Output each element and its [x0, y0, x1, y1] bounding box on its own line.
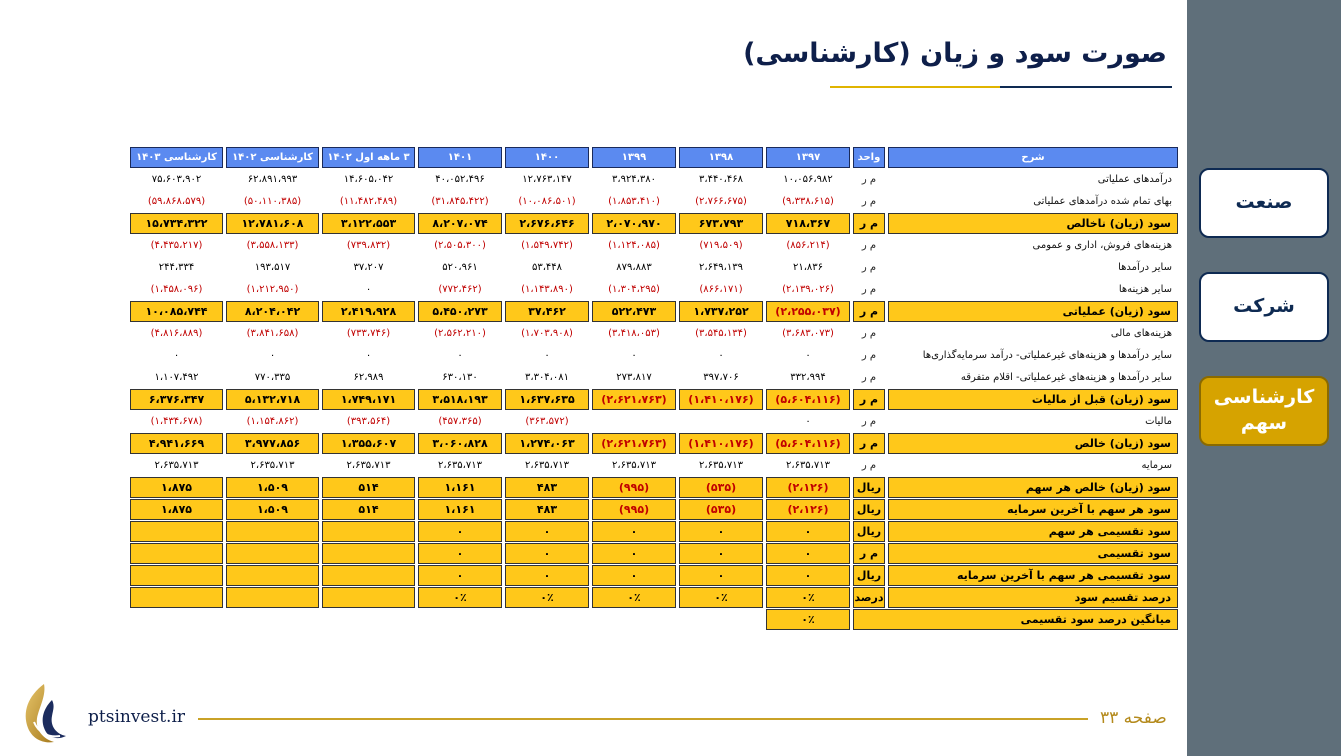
table-cell: (۲،۵۶۲،۲۱۰)	[434, 328, 486, 339]
title-underline-accent	[830, 86, 1000, 88]
table-cell: ۶۲،۹۸۹	[353, 372, 384, 383]
table-cell: ۳،۵۱۸،۱۹۳	[418, 389, 502, 410]
table-cell: (۲،۱۳۹،۰۲۶)	[782, 284, 834, 295]
table-cell: (۷۳۳،۷۴۶)	[346, 328, 391, 339]
table-cell: ۲،۶۳۵،۷۱۳	[437, 460, 483, 471]
table-cell: ۰	[505, 565, 589, 586]
table-cell: ۱۵،۷۳۴،۳۲۲	[130, 213, 223, 234]
empty-cell	[226, 609, 319, 630]
table-cell: ۰	[679, 543, 763, 564]
table-cell: ۲،۶۷۶،۶۴۶	[505, 213, 589, 234]
table-cell: (۱،۵۴۹،۷۴۲)	[521, 240, 573, 251]
page-number: صفحه ۳۳	[1100, 708, 1167, 728]
table-row	[130, 345, 1178, 366]
empty-cell	[322, 609, 415, 630]
table-cell: (۲،۱۲۶)	[766, 499, 850, 520]
row-description: سایر درآمدها و هزینه‌های غیرعملیاتی- اقلام متفرقه	[960, 372, 1172, 383]
table-cell: (۵۰،۱۱۰،۳۸۵)	[243, 196, 302, 207]
table-cell: ۱،۵۰۹	[226, 477, 319, 498]
table-cell: ۱۰،۰۵۶،۹۸۲	[783, 174, 833, 185]
table-cell: ۲،۶۳۵،۷۱۳	[346, 460, 391, 471]
table-cell: ۱،۳۵۵،۶۰۷	[322, 433, 415, 454]
table-cell: ۰٪	[679, 587, 763, 608]
empty-cell	[505, 609, 589, 630]
row-unit: ریال	[853, 477, 885, 498]
table-cell: ۰	[679, 565, 763, 586]
table-cell: ۴۰،۰۵۲،۴۹۶	[435, 174, 485, 185]
table-row	[130, 191, 1178, 212]
table-cell: (۹۹۵)	[592, 477, 676, 498]
table-cell: (۹،۳۳۸،۶۱۵)	[782, 196, 834, 207]
table-cell: ۲،۶۳۵،۷۱۳	[785, 460, 831, 471]
table-cell: (۳۱،۸۴۵،۴۲۲)	[431, 196, 489, 207]
table-cell: (۲،۱۲۶)	[766, 477, 850, 498]
table-row	[130, 543, 1178, 564]
row-unit: ریال	[853, 565, 885, 586]
table-cell: (۳۹۳،۵۶۴)	[346, 416, 391, 427]
table-cell: (۱،۳۰۴،۲۹۵)	[608, 284, 660, 295]
table-row	[130, 565, 1178, 586]
sidebar-item-industry[interactable]: صنعت	[1199, 168, 1329, 238]
table-cell: (۳،۶۸۳،۰۷۳)	[782, 328, 834, 339]
table-cell: ۰	[631, 350, 637, 361]
table-cell: ۱،۱۶۱	[418, 477, 502, 498]
row-description: سود هر سهم با آخرین سرمایه	[888, 499, 1178, 520]
sidebar-item-company[interactable]: شرکت	[1199, 272, 1329, 342]
table-cell: (۳،۵۵۸،۱۳۳)	[246, 240, 299, 251]
row-unit: ریال	[853, 499, 885, 520]
table-cell: (۴،۸۱۶،۸۸۹)	[150, 328, 203, 339]
table-cell: ۰	[269, 350, 276, 361]
header-forecast-1403: کارشناسی ۱۴۰۳	[130, 147, 223, 168]
table-cell: ۰٪	[766, 609, 850, 630]
table-cell: (۲،۲۵۵،۰۳۷)	[766, 301, 850, 322]
table-cell	[226, 565, 319, 586]
table-row	[130, 499, 1178, 520]
table-cell: (۱،۱۴۳،۸۹۰)	[521, 284, 573, 295]
table-cell: ۰	[766, 521, 850, 542]
table-cell: ۱،۱۶۱	[418, 499, 502, 520]
table-cell: ۸،۲۰۷،۰۷۴	[418, 213, 502, 234]
row-unit: درصد	[853, 587, 885, 608]
row-unit: م ر	[853, 543, 885, 564]
table-cell: ۰	[592, 565, 676, 586]
table-cell: (۱،۱۲۴،۰۸۵)	[608, 240, 660, 251]
row-description: سود (زیان) ناخالص	[888, 213, 1178, 234]
table-cell: ۰	[805, 350, 811, 361]
row-unit: م ر	[853, 389, 885, 410]
table-cell: ۱،۷۴۹،۱۷۱	[322, 389, 415, 410]
table-cell: ۰	[592, 521, 676, 542]
table-cell: (۹۹۵)	[592, 499, 676, 520]
table-cell: ۳۷،۴۶۲	[505, 301, 589, 322]
table-cell: (۵۳۵)	[679, 477, 763, 498]
table-cell: (۱،۲۱۲،۹۵۰)	[246, 284, 299, 295]
table-cell: ۷۵،۶۰۳،۹۰۲	[151, 174, 202, 185]
table-cell: ۱،۱۰۷،۴۹۲	[154, 372, 199, 383]
table-cell: ۰	[805, 416, 811, 427]
table-cell: ۱۹۳،۵۱۷	[254, 262, 291, 273]
table-cell: (۱،۱۵۴،۸۶۲)	[246, 416, 299, 427]
table-cell: ۲،۶۳۵،۷۱۳	[698, 460, 744, 471]
row-description: سود (زیان) خالص	[888, 433, 1178, 454]
sidebar	[1187, 0, 1341, 756]
table-cell: ۰	[766, 565, 850, 586]
table-cell: ۱۰،۰۸۵،۷۴۴	[130, 301, 223, 322]
table-cell: ۰	[718, 350, 724, 361]
header-forecast-1402: کارشناسی ۱۴۰۲	[226, 147, 319, 168]
row-description: سود تقسیمی	[888, 543, 1178, 564]
table-row	[130, 323, 1178, 344]
row-description: درآمدهای عملیاتی	[1097, 174, 1172, 185]
table-row	[130, 433, 1178, 454]
empty-cell	[592, 609, 676, 630]
table-cell	[592, 411, 676, 432]
page-title: صورت سود و زیان (کارشناسی)	[743, 38, 1167, 69]
row-description: سود (زیان) عملیاتی	[888, 301, 1178, 322]
row-unit: م ر	[861, 240, 877, 251]
table-cell	[130, 543, 223, 564]
table-cell: ۱،۸۷۵	[130, 477, 223, 498]
table-cell: ۰	[457, 350, 463, 361]
table-cell: ۱،۷۳۷،۲۵۲	[679, 301, 763, 322]
row-description: مالیات	[1145, 416, 1172, 427]
table-cell: ۸،۲۰۴،۰۴۲	[226, 301, 319, 322]
row-unit: م ر	[861, 262, 877, 273]
table-cell: ۱۲،۷۶۳،۱۴۷	[522, 174, 572, 185]
table-row	[130, 279, 1178, 300]
table-cell: (۵،۶۰۴،۱۱۶)	[766, 389, 850, 410]
table-cell: ۲،۶۳۵،۷۱۳	[524, 460, 570, 471]
table-cell: ۰	[173, 350, 180, 361]
table-cell	[130, 521, 223, 542]
table-cell: ۰	[505, 543, 589, 564]
empty-cell	[130, 609, 223, 630]
header-description: شرح	[888, 147, 1178, 168]
table-cell: ۲،۰۷۰،۹۷۰	[592, 213, 676, 234]
table-cell	[322, 521, 415, 542]
table-cell: ۰	[418, 521, 502, 542]
table-cell: ۰٪	[766, 587, 850, 608]
empty-cell	[679, 609, 763, 630]
row-unit: م ر	[861, 372, 877, 383]
website-link[interactable]: ptsinvest.ir	[88, 707, 186, 727]
table-cell: (۳۶۳،۵۷۲)	[525, 416, 569, 427]
table-cell: (۸۶۶،۱۷۱)	[699, 284, 743, 295]
table-cell: ۰	[418, 543, 502, 564]
table-cell: (۵،۶۰۴،۱۱۶)	[766, 433, 850, 454]
header-year-1398: ۱۳۹۸	[679, 147, 763, 168]
table-row	[130, 213, 1178, 234]
row-description: بهای تمام شده درآمدهای عملیاتی	[1033, 196, 1172, 207]
table-cell: ۲،۶۳۵،۷۱۳	[611, 460, 657, 471]
table-cell: ۵،۱۳۲،۷۱۸	[226, 389, 319, 410]
sidebar-item-stock-valuation[interactable]: کارشناسی سهم	[1199, 376, 1329, 446]
table-cell: ۳،۹۲۴،۳۸۰	[611, 174, 657, 185]
table-cell: ۲،۶۳۵،۷۱۳	[154, 460, 199, 471]
table-row	[130, 257, 1178, 278]
table-cell: ۳،۹۷۷،۸۵۶	[226, 433, 319, 454]
table-cell: ۰	[544, 350, 550, 361]
header-year-1400: ۱۴۰۰	[505, 147, 589, 168]
table-cell: ۱،۵۰۹	[226, 499, 319, 520]
table-cell: ۵۱۴	[322, 477, 415, 498]
row-description: هزینه‌های فروش، اداری و عمومی	[1032, 240, 1172, 251]
table-row	[130, 587, 1178, 608]
table-cell: (۵۹،۸۶۸،۵۷۹)	[147, 196, 206, 207]
table-cell: (۱،۴۱۰،۱۷۶)	[679, 389, 763, 410]
table-cell: ۵۲۲،۴۷۳	[592, 301, 676, 322]
table-cell: (۱،۴۳۴،۶۷۸)	[150, 416, 203, 427]
table-cell: ۳۷،۲۰۷	[353, 262, 384, 273]
row-description: سایر هزینه‌ها	[1118, 284, 1172, 295]
footer-rule	[198, 718, 1088, 720]
table-cell: (۳،۵۴۵،۱۳۴)	[695, 328, 747, 339]
table-cell: ۲،۴۱۹،۹۲۸	[322, 301, 415, 322]
row-description: سایر درآمدها	[1118, 262, 1172, 273]
header-year-1397: ۱۳۹۷	[766, 147, 850, 168]
row-description: سود (زیان) خالص هر سهم	[888, 477, 1178, 498]
table-cell: ۲۴۴،۳۳۴	[158, 262, 195, 273]
row-unit: م ر	[861, 196, 877, 207]
table-cell: ۳۹۷،۷۰۶	[703, 372, 739, 383]
table-cell: ۲۷۳،۸۱۷	[616, 372, 652, 383]
table-cell: ۰٪	[505, 587, 589, 608]
table-cell	[679, 411, 763, 432]
table-cell: ۳،۱۲۲،۵۵۳	[322, 213, 415, 234]
table-cell: (۱،۷۰۳،۹۰۸)	[521, 328, 573, 339]
row-unit: م ر	[861, 174, 877, 185]
table-cell: (۲،۷۶۶،۶۷۵)	[695, 196, 747, 207]
table-cell: (۲،۶۲۱،۷۶۳)	[592, 433, 676, 454]
table-cell: ۶،۳۷۶،۳۴۷	[130, 389, 223, 410]
row-description: سود تقسیمی هر سهم	[888, 521, 1178, 542]
table-cell: (۱،۴۵۸،۰۹۶)	[150, 284, 203, 295]
table-cell	[322, 565, 415, 586]
table-cell: ۷۱۸،۳۶۷	[766, 213, 850, 234]
table-cell: (۵۳۵)	[679, 499, 763, 520]
table-cell: ۱،۶۳۷،۶۳۵	[505, 389, 589, 410]
header-q1-1402: ۳ ماهه اول ۱۴۰۲	[322, 147, 415, 168]
table-cell: ۳،۴۴۰،۴۶۸	[698, 174, 744, 185]
table-cell: ۶۷۳،۷۹۳	[679, 213, 763, 234]
row-unit: م ر	[861, 416, 877, 427]
table-cell: ۲،۶۴۹،۱۳۹	[698, 262, 744, 273]
table-cell: (۲،۵۰۵،۳۰۰)	[434, 240, 486, 251]
table-row	[130, 411, 1178, 432]
row-unit: م ر	[861, 284, 877, 295]
row-unit: ریال	[853, 521, 885, 542]
table-cell: (۸۵۶،۲۱۴)	[786, 240, 830, 251]
table-cell: ۳۳۲،۹۹۴	[790, 372, 826, 383]
table-row	[130, 455, 1178, 476]
row-unit: م ر	[861, 328, 877, 339]
table-cell: ۱۲،۷۸۱،۶۰۸	[226, 213, 319, 234]
row-description: هزینه‌های مالی	[1110, 328, 1172, 339]
row-description: درصد تقسیم سود	[888, 587, 1178, 608]
table-cell: ۳،۰۶۰،۸۲۸	[418, 433, 502, 454]
table-cell: (۴۵۷،۳۶۵)	[438, 416, 482, 427]
table-cell: ۲۱،۸۳۶	[792, 262, 824, 273]
table-cell: ۰	[418, 565, 502, 586]
table-cell: ۰٪	[418, 587, 502, 608]
table-cell: (۷۱۹،۵۰۹)	[699, 240, 743, 251]
row-unit: م ر	[853, 433, 885, 454]
table-cell	[226, 521, 319, 542]
table-cell	[322, 543, 415, 564]
row-description: سرمایه	[1141, 460, 1172, 471]
table-cell: ۵،۴۵۰،۲۷۳	[418, 301, 502, 322]
table-cell: (۱۰،۰۸۶،۵۰۱)	[518, 196, 576, 207]
table-cell: (۱۱،۴۸۲،۴۸۹)	[339, 196, 398, 207]
table-cell: ۰	[365, 350, 372, 361]
table-cell	[226, 587, 319, 608]
row-unit: م ر	[861, 350, 877, 361]
table-cell: ۰٪	[592, 587, 676, 608]
table-cell: (۷۷۲،۴۶۲)	[438, 284, 482, 295]
row-unit: م ر	[853, 301, 885, 322]
table-cell: ۶۳۰،۱۳۰	[442, 372, 478, 383]
header-year-1399: ۱۳۹۹	[592, 147, 676, 168]
table-cell: (۳،۴۱۸،۰۵۳)	[608, 328, 660, 339]
table-cell: ۵۳،۴۴۸	[531, 262, 563, 273]
row-description: سود تقسیمی هر سهم با آخرین سرمایه	[888, 565, 1178, 586]
table-cell: ۰	[679, 521, 763, 542]
table-cell: ۶۲،۸۹۱،۹۹۳	[247, 174, 298, 185]
table-cell: ۵۲۰،۹۶۱	[442, 262, 478, 273]
row-description: میانگین درصد سود تقسیمی	[853, 609, 1178, 630]
table-header-row	[130, 147, 1178, 168]
table-row	[130, 389, 1178, 410]
table-cell: ۱،۸۷۵	[130, 499, 223, 520]
table-cell: (۲،۶۲۱،۷۶۳)	[592, 389, 676, 410]
table-row	[130, 301, 1178, 322]
row-unit: م ر	[861, 460, 877, 471]
table-body	[130, 169, 1178, 630]
table-row	[130, 367, 1178, 388]
table-cell	[322, 587, 415, 608]
table-cell: (۴،۴۳۵،۲۱۷)	[150, 240, 203, 251]
empty-cell	[418, 609, 502, 630]
table-cell: ۸۷۹،۸۸۳	[616, 262, 652, 273]
table-cell: ۰	[766, 543, 850, 564]
table-cell: ۰	[365, 284, 372, 295]
table-row	[130, 235, 1178, 256]
table-row	[130, 169, 1178, 190]
table-cell: ۲،۶۳۵،۷۱۳	[250, 460, 295, 471]
table-cell: (۷۳۹،۸۳۲)	[346, 240, 391, 251]
table-cell: ۵۱۴	[322, 499, 415, 520]
table-cell	[226, 543, 319, 564]
table-cell: ۴۸۳	[505, 499, 589, 520]
table-cell: ۰	[592, 543, 676, 564]
table-row	[130, 477, 1178, 498]
table-cell: ۴،۹۴۱،۶۶۹	[130, 433, 223, 454]
table-cell: (۳،۸۴۱،۶۵۸)	[246, 328, 299, 339]
table-cell: ۱۴،۶۰۵،۰۴۲	[343, 174, 394, 185]
table-cell: ۷۷۰،۳۳۵	[254, 372, 291, 383]
income-statement-table	[127, 146, 1181, 631]
table-cell: (۱،۸۵۳،۴۱۰)	[608, 196, 660, 207]
table-row	[130, 521, 1178, 542]
table-row	[130, 609, 1178, 630]
table-cell	[130, 587, 223, 608]
company-logo	[14, 682, 76, 748]
table-cell	[130, 565, 223, 586]
table-cell: ۳،۳۰۴،۰۸۱	[524, 372, 570, 383]
table-cell: (۱،۴۱۰،۱۷۶)	[679, 433, 763, 454]
header-year-1401: ۱۴۰۱	[418, 147, 502, 168]
header-unit: واحد	[853, 147, 885, 168]
table-cell: ۴۸۳	[505, 477, 589, 498]
row-description: سایر درآمدها و هزینه‌های غیرعملیاتی- درآمد سرمایه‌گذاری‌ها	[922, 350, 1172, 361]
row-unit: م ر	[853, 213, 885, 234]
table-cell: ۱،۲۷۴،۰۶۳	[505, 433, 589, 454]
table-cell: ۰	[505, 521, 589, 542]
row-description: سود (زیان) قبل از مالیات	[888, 389, 1178, 410]
